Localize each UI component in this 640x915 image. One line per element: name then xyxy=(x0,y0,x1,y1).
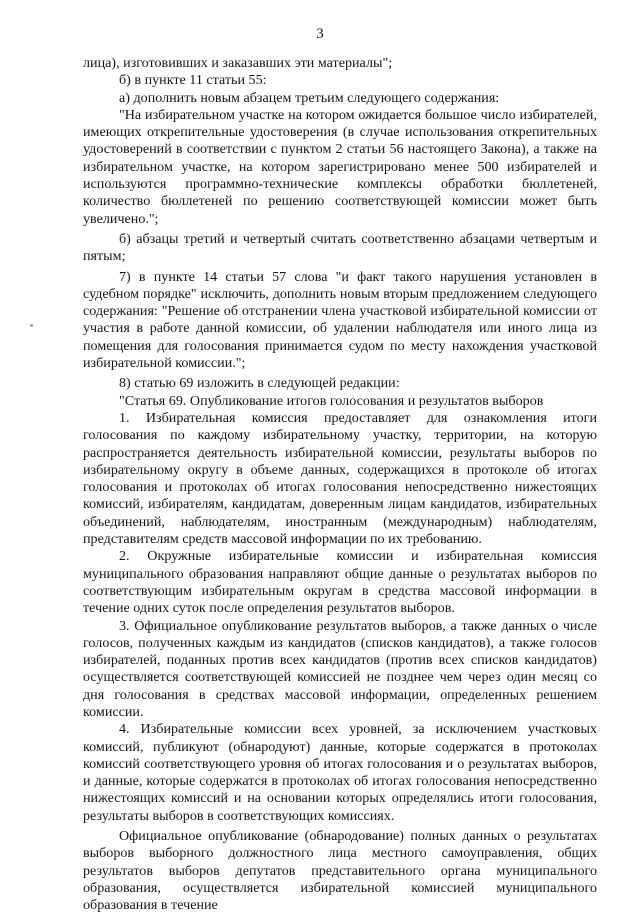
article-69-clause-1: 1. Избирательная комиссия предоставляет для ознакомления итоги голосования по каждому избирательному участку, территории, на которую распространяется деятельность избирательной комиссии, результаты выборов по избирательному округу в объеме данных, содержащихся в протоколе об итогах голосования и протоколах об итогах голосования непосредственно нижестоящих комиссий, избирателям, кандидатам, доверенным лицам кандидатов, избирательных объединений, наблюдателям, иностранным (международным) наблюдателям, представителям средств массовой информации по их требованию. xyxy=(83,409,597,548)
article-69-clause-4: 4. Избирательные комиссии всех уровней, за исключением участковых комиссий, публикуют (обнародуют) данные, которые содержатся в протоколах комиссий соответствующего уровня об итогах голосования и о результатах выборов, и данные, которые содержатся в протоколах об итогах голосования непосредственно нижестоящих комиссий и на основании которых определялись итоги голосования, результаты выборов в соответствующих комиссиях. xyxy=(83,721,597,824)
article-69-clause-3: 3. Официальное опубликование результатов выборов, а также данных о числе голосов, полученных каждым из кандидатов (списков кандидатов), а также голосов избирателей, поданных против всех кандидатов (против всех списков кандидатов) осуществляется соответствующей комиссией не позднее чем через один месяц со дня голосования в средствах массовой информации, определенных решением комиссии. xyxy=(83,617,597,720)
article-69-clause-2: 2. Окружные избирательные комиссии и избирательная комиссия муниципального образования направляют общие данные о результатах выборов по соответствующим избирательным округам в средства массовой информации в течение одних суток после определения результатов выборов. xyxy=(83,548,597,617)
paragraph-item-b-point-11: б) в пункте 11 статьи 55: xyxy=(119,72,267,89)
paragraph-item-7: 7) в пункте 14 статьи 57 слова "и факт такого нарушения установлен в судебном порядке" исключить, дополнить новым вторым предложением следующего содержания: "Решение об отстранении члена участковой избирательной комиссии от участия в работе данной комиссии, об удалении наблюдателя или иного лица из помещения для голосования принимается судом по месту нахождения участковой избирательной комиссии."; xyxy=(83,268,597,372)
article-69-publication-paragraph: Официальное опубликование (обнародование) полных данных о результатах выборов выборного должностного лица местного самоуправления, общих результатов выборов депутатов представительного органа муниципального образования, осуществляется избирательной комиссией муниципального образования в течение xyxy=(83,828,597,914)
page-number: 3 xyxy=(316,26,324,42)
paragraph-item-8: 8) статью 69 изложить в следующей редакции: xyxy=(119,375,400,392)
article-69-heading: "Статья 69. Опубликование итогов голосования и результатов выборов xyxy=(119,392,544,409)
document-body xyxy=(83,55,597,915)
paragraph-continuation: лица), изготовивших и заказавших эти материалы"; xyxy=(83,55,393,71)
paragraph-subitem-b: б) абзацы третий и четвертый считать соответственно абзацами четвертым и пятым; xyxy=(83,230,597,265)
paragraph-quoted-insert: "На избирательном участке на котором ожидается большое число избирателей, имеющих открепительные удостоверения (в случае использования открепительных удостоверений в соответствии с пунктом 2 статьи 56 настоящего Закона), а также на избирательном участке, на котором зарегистрировано менее 500 избирателей и используются программно-технические комплексы обработки бюллетеней, количество бюллетеней по решению соответствующей комиссии может быть увеличено."; xyxy=(83,106,597,227)
paragraph-subitem-a: а) дополнить новым абзацем третьим следующего содержания: xyxy=(119,89,500,106)
scan-speck xyxy=(30,324,33,327)
